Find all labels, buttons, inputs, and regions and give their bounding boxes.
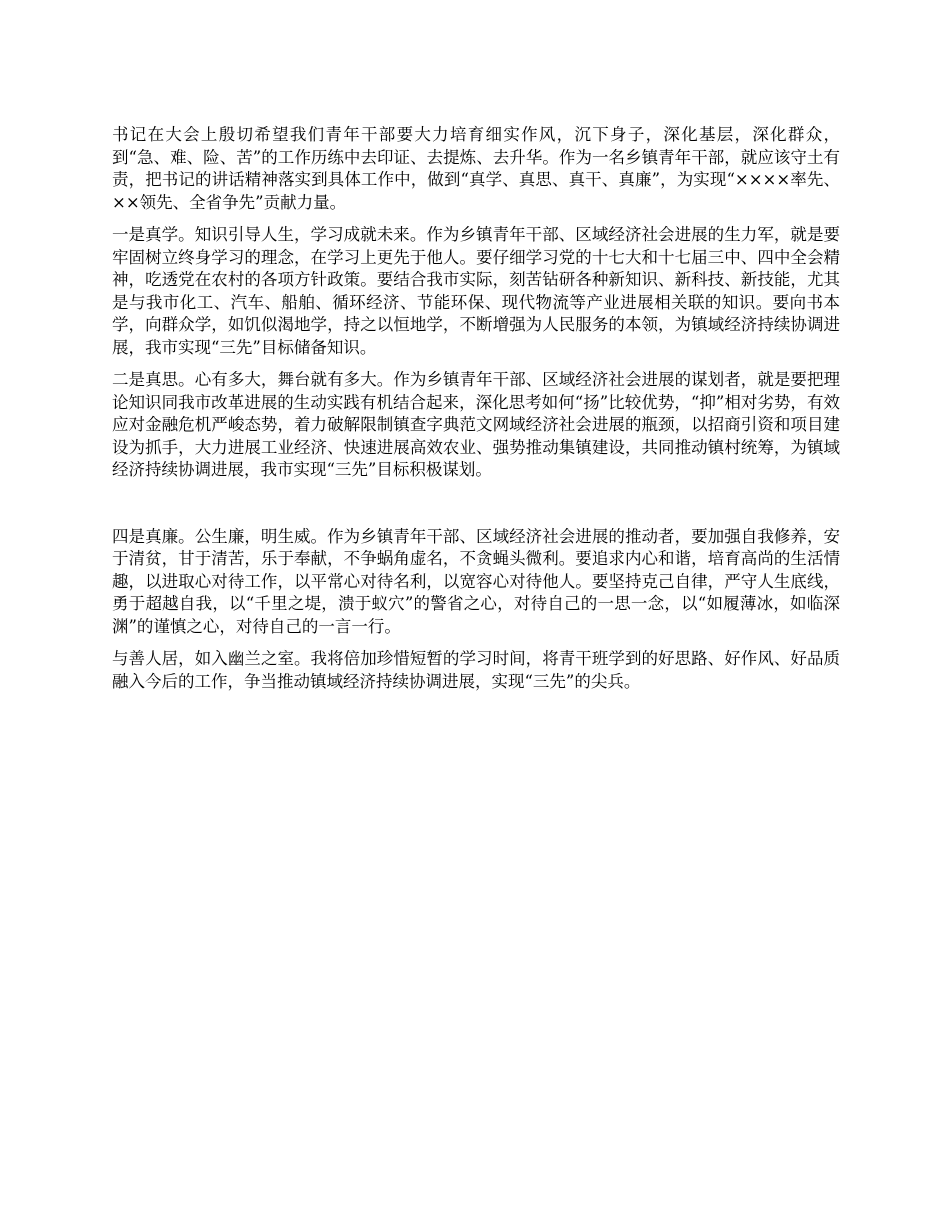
document-body	[112, 124, 840, 703]
paragraph-intro: 书记在大会上殷切希望我们青年干部要大力培育细实作风，沉下身子，深化基层，深化群众，到“急、难、险、苦”的工作历练中去印证、去提炼、去升华。作为一名乡镇青年干部，就应该守土有责，把书记的讲话精神落实到具体工作中，做到“真学、真思、真干、真廉”，为实现“××××率先、××领先、全省争先”贡献力量。	[112, 125, 840, 212]
paragraph-true-integrity: 四是真廉。公生廉，明生威。作为乡镇青年干部、区域经济社会进展的推动者，要加强自我修养，安于清贫，甘于清苦，乐于奉献，不争蜗角虚名，不贪蝇头微利。要追求内心和谐，培育高尚的生活情趣，以进取心对待工作，以平常心对待名利，以宽容心对待他人。要坚持克己自律，严守人生底线，勇于超越自我，以“千里之堤，溃于蚁穴”的警省之心，对待自己的一思一念，以“如履薄冰，如临深渊”的谨慎之心，对待自己的一言一行。	[112, 526, 840, 636]
paragraph-true-thinking: 二是真思。心有多大，舞台就有多大。作为乡镇青年干部、区域经济社会进展的谋划者，就是要把理论知识同我市改革进展的生动实践有机结合起来，深化思考如何“扬”比较优势，“抑”相对劣势，有效应对金融危机严峻态势，着力破解限制镇查字典范文网域经济社会进展的瓶颈，以招商引资和项目建设为抓手，大力进展工业经济、快速进展高效农业、强势推动集镇建设，共同推动镇村统筹，为镇域经济持续协调进展，我市实现“三先”目标积极谋划。	[112, 370, 840, 479]
paragraph-true-study: 一是真学。知识引导人生，学习成就未来。作为乡镇青年干部、区域经济社会进展的生力军，就是要牢固树立终身学习的理念，在学习上更先于他人。要仔细学习党的十七大和十七届三中、四中全会精神，吃透党在农村的各项方针政策。要结合我市实际，刻苦钻研各种新知识、新科技、新技能，尤其是与我市化工、汽车、船舶、循环经济、节能环保、现代物流等产业进展相关联的知识。要向书本学，向群众学，如饥似渴地学，持之以恒地学，不断增强为人民服务的本领，为镇域经济持续协调进展，我市实现“三先”目标储备知识。	[112, 225, 840, 357]
paragraph-closing: 与善人居，如入幽兰之室。我将倍加珍惜短暂的学习时间，将青干班学到的好思路、好作风、好品质融入今后的工作，争当推动镇域经济持续协调进展，实现“三先”的尖兵。	[112, 649, 840, 691]
